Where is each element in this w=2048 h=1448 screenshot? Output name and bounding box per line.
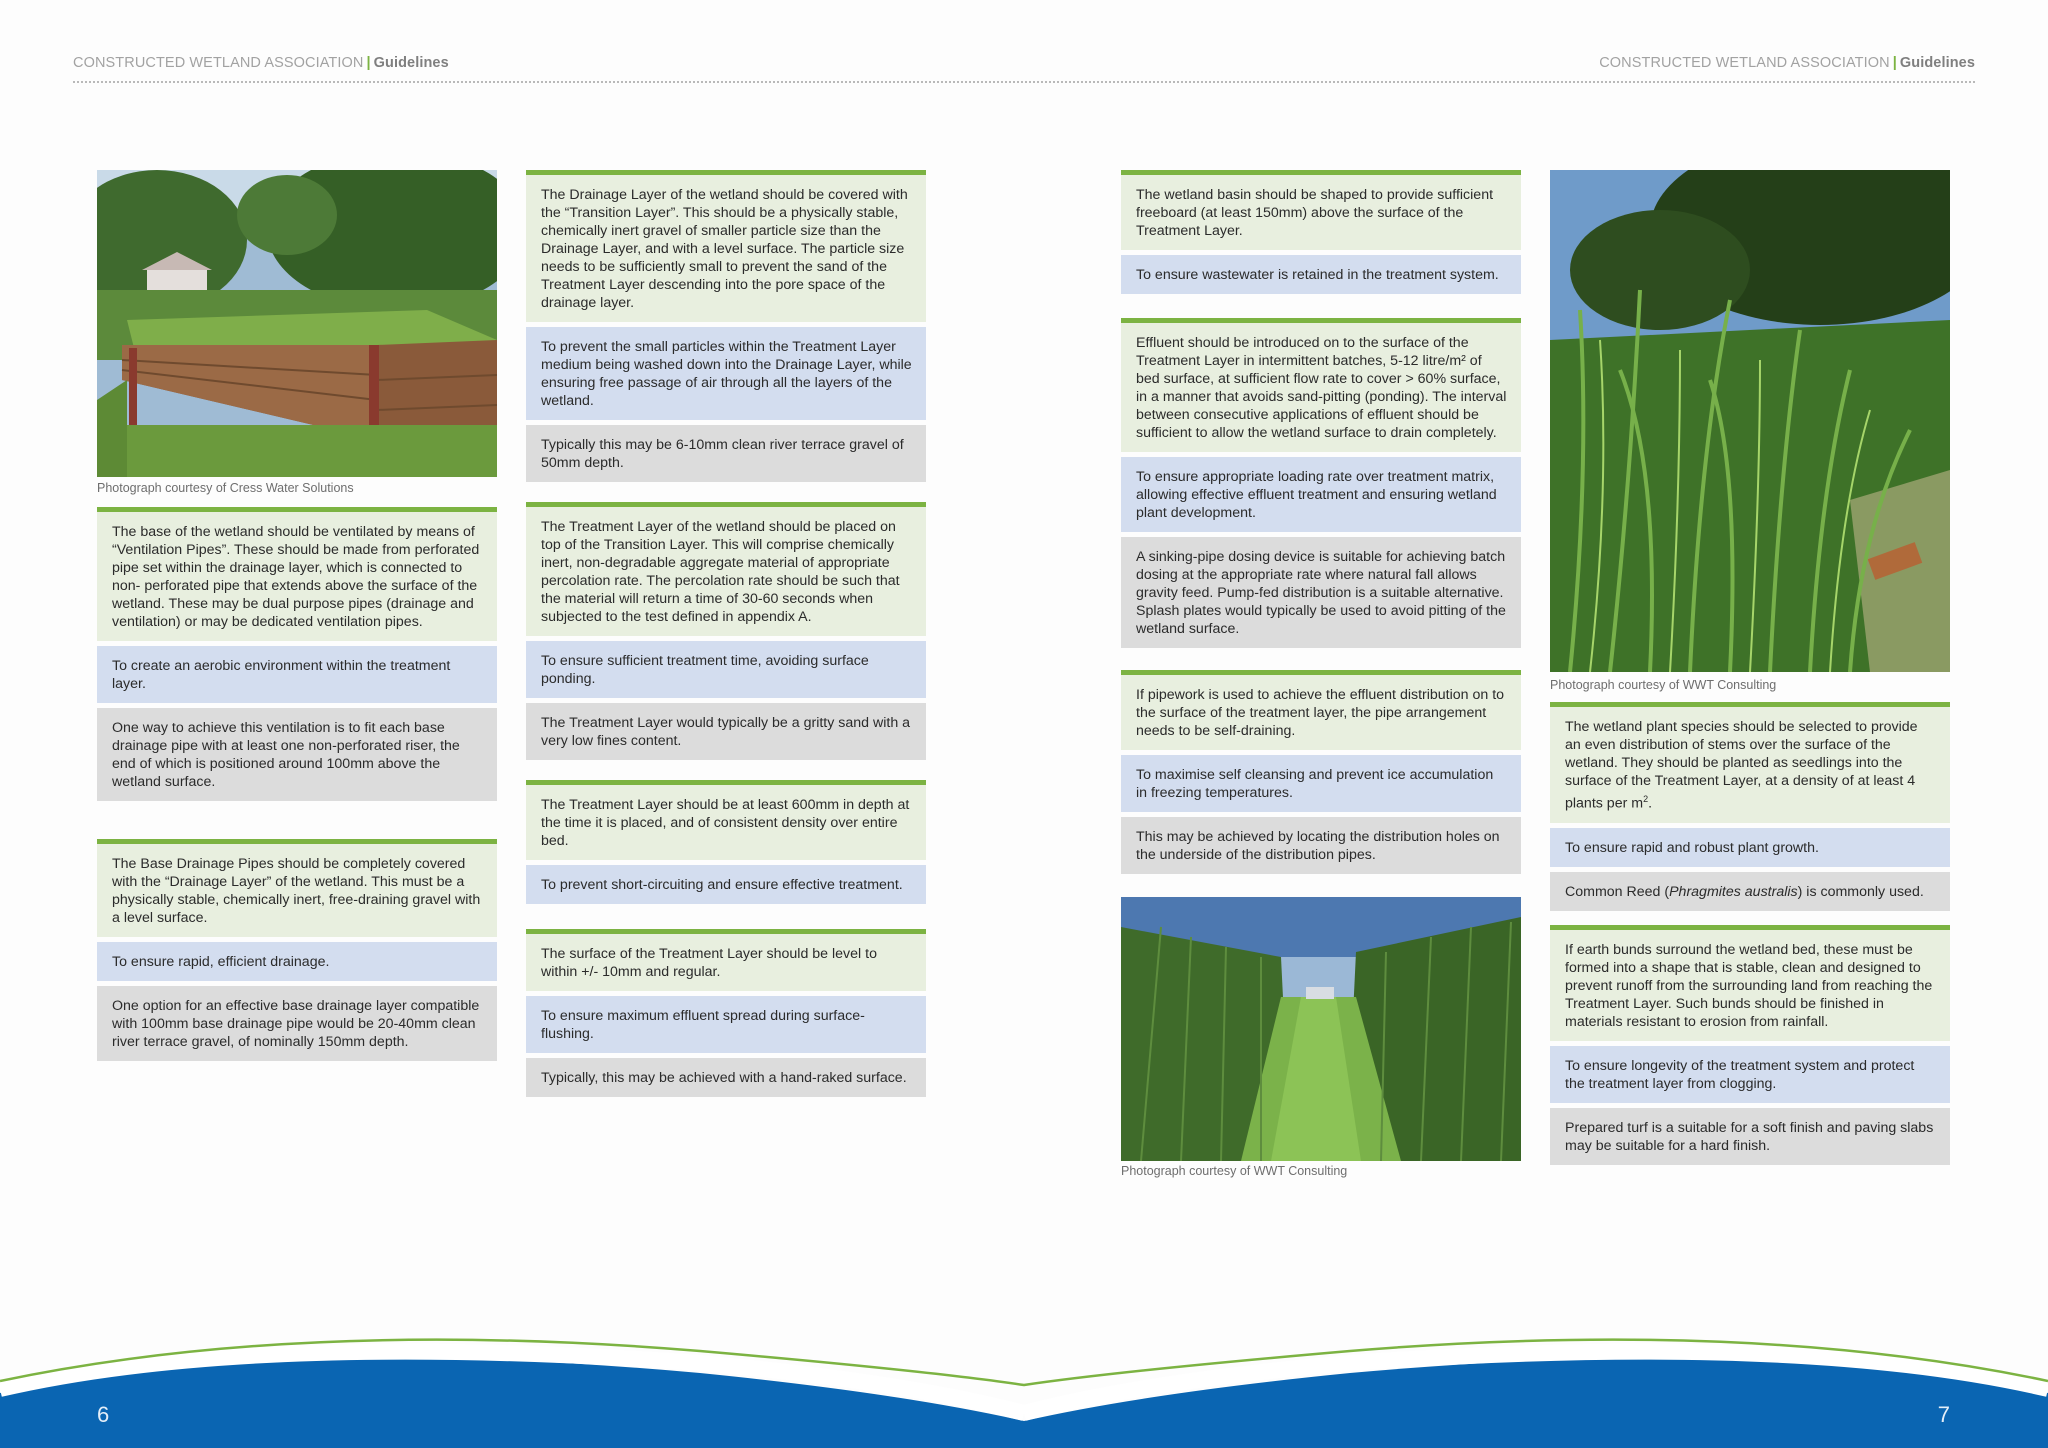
- header-dotted-rule: [73, 81, 1975, 83]
- guideline-block-plants: [1550, 702, 1950, 911]
- example-text-start: Common Reed (: [1565, 883, 1670, 900]
- reed-bed-image: [1550, 170, 1950, 672]
- running-header-right: [1599, 55, 1975, 71]
- header-section: Guidelines: [1899, 55, 1975, 71]
- reason-box: To create an aerobic environment within the treatment layer.: [97, 646, 497, 703]
- reason-box: To ensure maximum effluent spread during surface-flushing.: [526, 996, 926, 1053]
- example-box: One way to achieve this ventilation is to fit each base drainage pipe with at least one non-perforated riser, the end of which is positioned around 100mm above the wetland surface.: [97, 708, 497, 801]
- guideline-block-dosing: [1121, 318, 1521, 648]
- example-box: Prepared turf is a suitable for a soft finish and paving slabs may be suitable for a hard finish.: [1550, 1108, 1950, 1165]
- column-2-transition: [526, 170, 926, 482]
- header-separator: |: [366, 55, 371, 71]
- requirement-box: [1550, 707, 1950, 823]
- photo-caption-raised-bed: Photograph courtesy of Cress Water Solutions: [97, 481, 354, 495]
- column-3-pipework: [1121, 670, 1521, 874]
- reason-box: To ensure sufficient treatment time, avoiding surface ponding.: [526, 641, 926, 698]
- requirement-box: The Drainage Layer of the wetland should be covered with the “Transition Layer”. This should be a physically stable, chemically inert gravel of smaller particle size than the Drainage Layer, and with a level surface. The particle size needs to be sufficiently small to prevent the sand of the Treatment Layer descending into the pore space of the drainage layer.: [526, 175, 926, 322]
- column-3-dosing: [1121, 318, 1521, 648]
- reason-box: To maximise self cleansing and prevent ice accumulation in freezing temperatures.: [1121, 755, 1521, 812]
- requirement-box: The wetland basin should be shaped to provide sufficient freeboard (at least 150mm) above the surface of the Treatment Layer.: [1121, 175, 1521, 250]
- reason-box: To ensure wastewater is retained in the treatment system.: [1121, 255, 1521, 294]
- guideline-block-treatment-layer: [526, 502, 926, 760]
- footer-wave: [0, 1323, 2048, 1448]
- column-4-bunds: [1550, 925, 1950, 1165]
- example-box: Typically, this may be achieved with a hand-raked surface.: [526, 1058, 926, 1097]
- column-3-freeboard: [1121, 170, 1521, 294]
- example-box: [1550, 872, 1950, 911]
- page-number-right: 7: [1937, 1402, 1950, 1427]
- example-box: A sinking-pipe dosing device is suitable for achieving batch dosing at the appropriate rate where natural fall allows gravity feed. Pump-fed distribution is a suitable alternative. Splash plates would typically be used to avoid pitting of the wetland surface.: [1121, 537, 1521, 648]
- requirement-box: The surface of the Treatment Layer should be level to within +/- 10mm and regular.: [526, 934, 926, 991]
- example-box: This may be achieved by locating the distribution holes on the underside of the distribution pipes.: [1121, 817, 1521, 874]
- reason-box: To prevent short-circuiting and ensure effective treatment.: [526, 865, 926, 904]
- requirement-box: The Treatment Layer of the wetland should be placed on top of the Transition Layer. This will comprise chemically inert, non-degradable aggregate material of appropriate percolation rate. The percolation rate should be such that the material will return a time of 30-60 seconds when subjected to the test defined in appendix A.: [526, 507, 926, 636]
- column-4-plants: [1550, 702, 1950, 911]
- guideline-block-drainage-pipes: [97, 839, 497, 1061]
- reason-box: To ensure appropriate loading rate over treatment matrix, allowing effective effluent treatment and ensuring wetland plant development.: [1121, 457, 1521, 532]
- guideline-block-transition-layer: [526, 170, 926, 482]
- guideline-block-ventilation: [97, 507, 497, 801]
- column-1-lower: [97, 839, 497, 1061]
- requirement-box: If earth bunds surround the wetland bed, these must be formed into a shape that is stable, clean and designed to prevent runoff from the surrounding land from reaching the Treatment Layer. Such bunds should be finished in materials resistant to erosion from rainfall.: [1550, 930, 1950, 1041]
- requirement-box: The base of the wetland should be ventilated by means of “Ventilation Pipes”. These should be made from perforated pipe set within the drainage layer, which is connected to non- perforated pipe that extends above the surface of the wetland. These may be dual purpose pipes (drainage and ventilation) or may be dedicated ventilation pipes.: [97, 512, 497, 641]
- page-number-left: 6: [97, 1402, 110, 1427]
- guideline-block-freeboard: [1121, 170, 1521, 294]
- column-2-treatment: [526, 502, 926, 760]
- header-section: Guidelines: [373, 55, 449, 71]
- reason-box: To ensure rapid, efficient drainage.: [97, 942, 497, 981]
- example-text-end: ) is commonly used.: [1797, 883, 1924, 900]
- photo-raised-wetland-bed: [97, 170, 497, 477]
- requirement-box: If pipework is used to achieve the effluent distribution on to the surface of the treatment layer, the pipe arrangement needs to be self-draining.: [1121, 675, 1521, 750]
- photo-caption-reed-path: Photograph courtesy of WWT Consulting: [1121, 1164, 1348, 1178]
- wave-graphic: [0, 1323, 2048, 1448]
- header-separator: |: [1892, 55, 1897, 71]
- guideline-block-earth-bunds: [1550, 925, 1950, 1165]
- species-name: Phragmites australis: [1669, 883, 1798, 900]
- guideline-block-treatment-surface: [526, 929, 926, 1097]
- raised-bed-image: [97, 170, 497, 477]
- column-1: [97, 507, 497, 801]
- reason-box: To prevent the small particles within the Treatment Layer medium being washed down into the Drainage Layer, while ensuring free passage of air through all the layers of the wetland.: [526, 327, 926, 420]
- example-box: Typically this may be 6-10mm clean river terrace gravel of 50mm depth.: [526, 425, 926, 482]
- superscript: 2: [1643, 794, 1649, 804]
- requirement-text: The wetland plant species should be selected to provide an even distribution of stems over the surface of the wetland. They should be planted as seedlings into the surface of the Treatment Layer, at a density of at least 4 plants per m: [1565, 719, 1918, 812]
- photo-reed-bed: [1550, 170, 1950, 672]
- requirement-box: The Base Drainage Pipes should be completely covered with the “Drainage Layer” of the wetland. This must be a physically stable, chemically inert, free-draining gravel with a level surface.: [97, 844, 497, 937]
- header-brand: CONSTRUCTED WETLAND ASSOCIATION: [73, 55, 364, 71]
- example-box: One option for an effective base drainage layer compatible with 100mm base drainage pipe would be 20-40mm clean river terrace gravel, of nominally 150mm depth.: [97, 986, 497, 1061]
- running-header-left: [73, 55, 449, 71]
- guideline-block-pipework: [1121, 670, 1521, 874]
- photo-reed-path: [1121, 897, 1521, 1161]
- reed-path-image: [1121, 897, 1521, 1161]
- requirement-box: Effluent should be introduced on to the surface of the Treatment Layer in intermittent batches, 5-12 litre/m² of bed surface, at sufficient flow rate to cover > 60% surface, in a manner that avoids sand-pitting (ponding). The interval between consecutive applications of effluent should be sufficient to allow the wetland surface to drain completely.: [1121, 323, 1521, 452]
- reason-box: To ensure rapid and robust plant growth.: [1550, 828, 1950, 867]
- reason-box: To ensure longevity of the treatment system and protect the treatment layer from clogging.: [1550, 1046, 1950, 1103]
- photo-caption-reed-bed: Photograph courtesy of WWT Consulting: [1550, 678, 1777, 692]
- example-box: The Treatment Layer would typically be a gritty sand with a very low fines content.: [526, 703, 926, 760]
- column-2-depth: [526, 780, 926, 904]
- header-brand: CONSTRUCTED WETLAND ASSOCIATION: [1599, 55, 1890, 71]
- requirement-end: .: [1648, 795, 1653, 812]
- requirement-box: The Treatment Layer should be at least 600mm in depth at the time it is placed, and of consistent density over entire bed.: [526, 785, 926, 860]
- guideline-block-treatment-depth: [526, 780, 926, 904]
- column-2-surface: [526, 929, 926, 1097]
